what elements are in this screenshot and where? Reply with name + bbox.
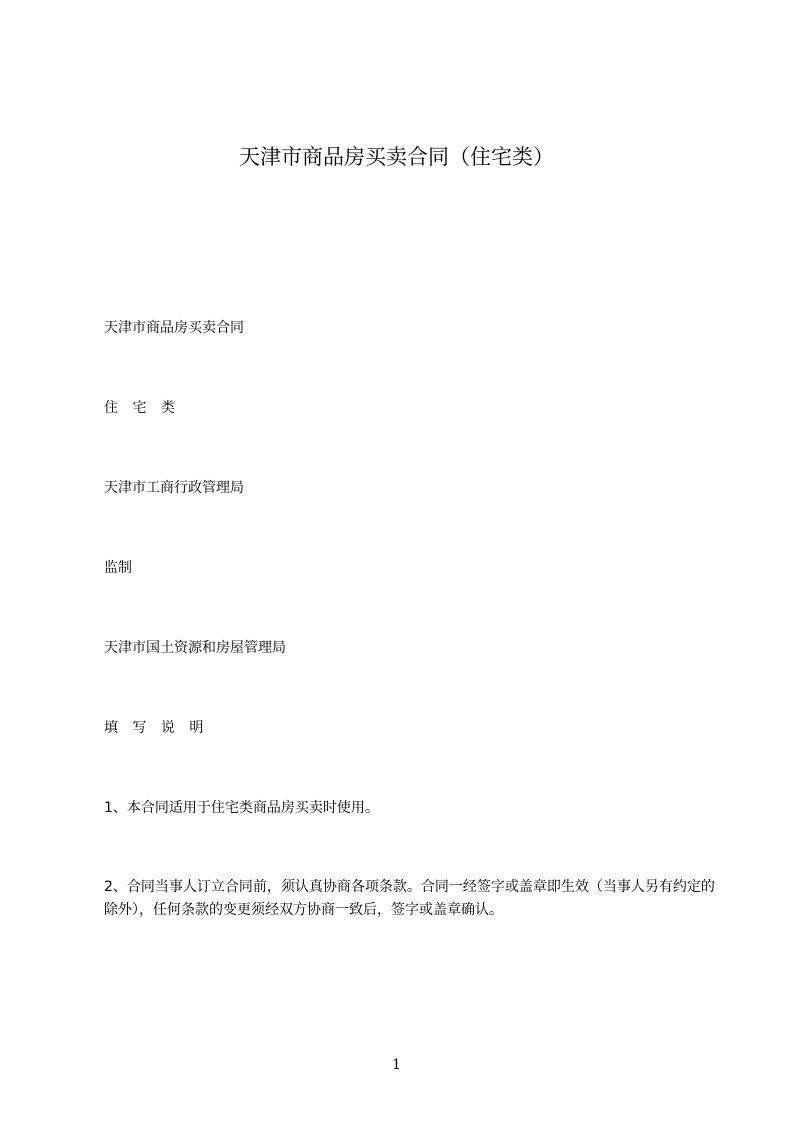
paragraph-instruction-2: 2、合同当事人订立合同前，须认真协商各项条款。合同一经签字或盖章即生效（当事人另有约定的除外），任何条款的变更须经双方协商一致后，签字或盖章确认。 <box>104 879 715 918</box>
page-number: 1 <box>392 1057 401 1073</box>
paragraph-contract-name: 天津市商品房买卖合同 <box>104 320 244 336</box>
paragraph-category: 住 宅 类 <box>104 400 180 416</box>
paragraph-issuer-2: 天津市国土资源和房屋管理局 <box>104 640 286 656</box>
paragraph-instructions-heading: 填 写 说 明 <box>104 720 209 736</box>
paragraph-issuer-1: 天津市工商行政管理局 <box>104 480 244 496</box>
paragraph-supervised: 监制 <box>104 560 132 576</box>
paragraph-instruction-1: 1、本合同适用于住宅类商品房买卖时使用。 <box>104 800 379 816</box>
document-title: 天津市商品房买卖合同（住宅类） <box>239 145 554 169</box>
